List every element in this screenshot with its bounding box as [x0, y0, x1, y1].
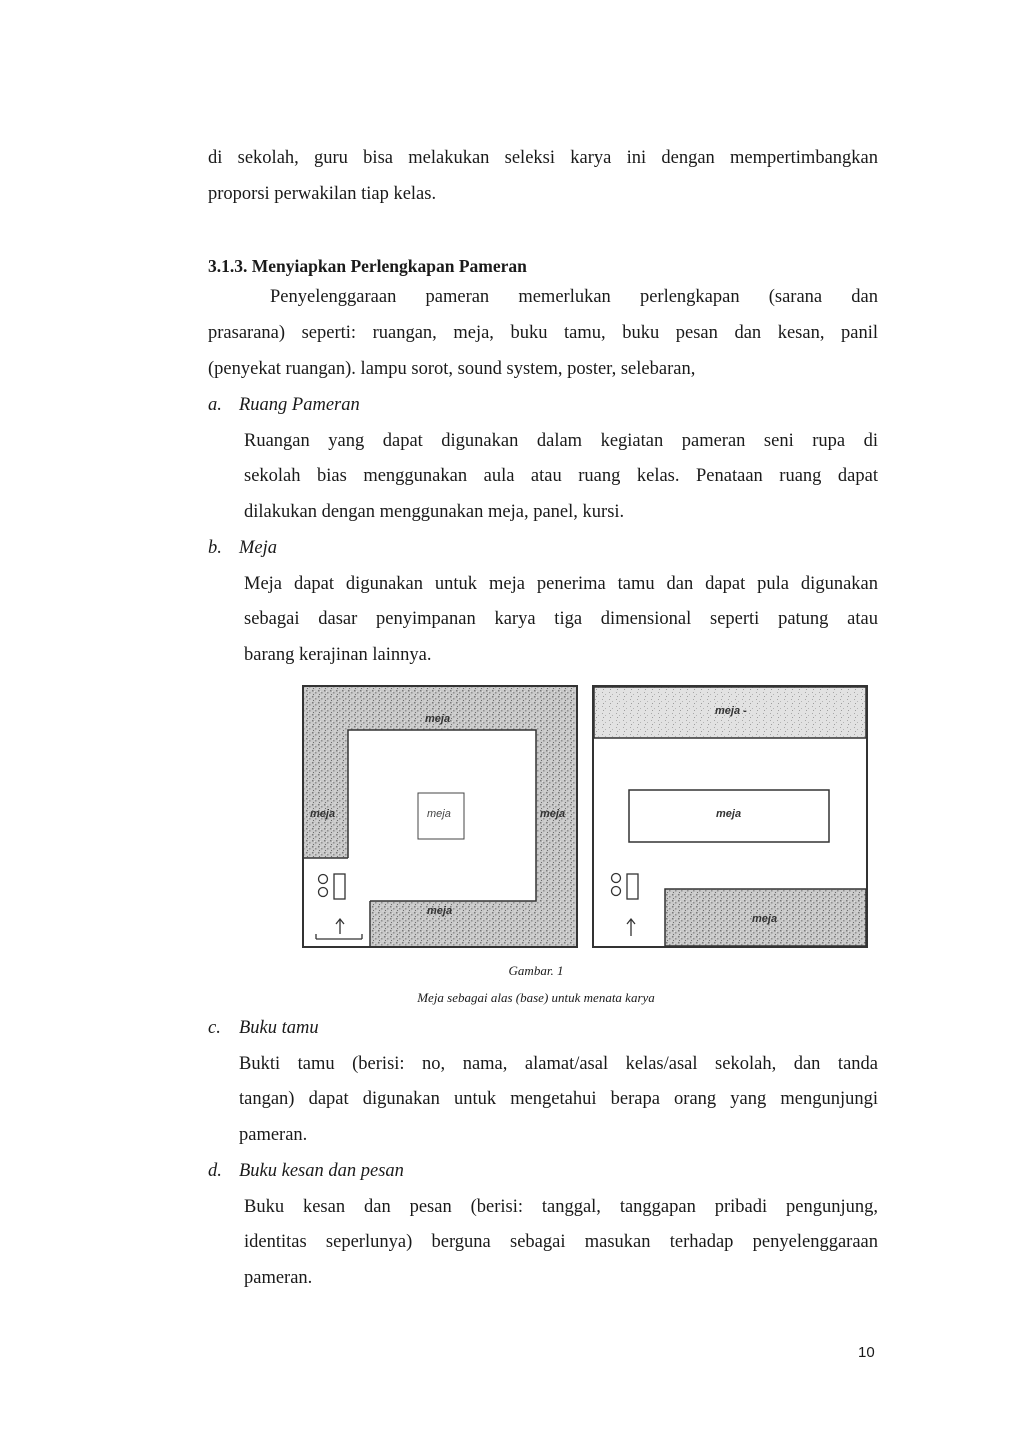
right-bottom-table-label: meja: [752, 913, 778, 925]
item-c-line-3: pameran.: [239, 1125, 308, 1145]
section-para-line-3: (penyekat ruangan). lampu sorot, sound system, poster, selebaran,: [208, 359, 696, 379]
section-para-line-2: prasarana) seperti: ruangan, meja, buku tamu, buku pesan dan kesan, panil: [208, 323, 878, 343]
figure-caption-text: Meja sebagai alas (base) untuk menata karya: [417, 990, 655, 1005]
item-b-title: Meja: [239, 538, 278, 558]
section-para-line-1: Penyelenggaraan pameran memerlukan perlengkapan (sarana dan: [270, 287, 878, 307]
layout-right: [593, 686, 867, 947]
item-c-line-1: Bukti tamu (berisi: no, nama, alamat/asal kelas/asal sekolah, dan tanda: [239, 1054, 878, 1074]
item-a-line-1: Ruangan yang dapat digunakan dalam kegiatan pameran seni rupa di: [244, 431, 878, 451]
figure-caption-title: Gambar. 1: [508, 963, 564, 978]
left-top-table-label: meja: [425, 713, 451, 725]
left-side-table-label: meja: [310, 808, 336, 820]
item-b-line-2: sebagai dasar penyimpanan karya tiga dimensional seperti patung atau: [244, 609, 878, 629]
item-d-line-3: pameran.: [244, 1268, 313, 1288]
item-d-line-2: identitas seperlunya) berguna sebagai masukan terhadap penyelenggaraan: [244, 1232, 878, 1252]
item-d-letter: d.: [208, 1161, 222, 1181]
page-number: 10: [858, 1344, 875, 1361]
item-b-line-1: Meja dapat digunakan untuk meja penerima tamu dan dapat pula digunakan: [244, 574, 878, 594]
item-a-letter: a.: [208, 395, 222, 415]
item-a-line-3: dilakukan dengan menggunakan meja, panel, kursi.: [244, 502, 625, 522]
item-c-line-2: tangan) dapat digunakan untuk mengetahui berapa orang yang mengunjungi: [239, 1089, 878, 1109]
item-d-line-1: Buku kesan dan pesan (berisi: tanggal, tanggapan pribadi pengunjung,: [244, 1197, 878, 1217]
right-center-table-label: meja: [716, 808, 742, 820]
right-top-table-label: meja -: [715, 705, 747, 717]
item-c-letter: c.: [208, 1018, 221, 1038]
item-b-line-3: barang kerajinan lainnya.: [244, 645, 432, 665]
exhibition-layout-figure: [300, 684, 870, 950]
left-right-table-label: meja: [540, 808, 566, 820]
left-center-table-label: meja: [427, 808, 451, 820]
item-c-title: Buku tamu: [239, 1018, 319, 1038]
item-b-letter: b.: [208, 538, 222, 558]
item-a-title: Ruang Pameran: [239, 395, 360, 415]
layout-left: [303, 686, 577, 947]
left-bottom-table-label: meja: [427, 905, 453, 917]
item-d-title: Buku kesan dan pesan: [239, 1161, 404, 1181]
intro-line-2: proporsi perwakilan tiap kelas.: [208, 184, 437, 204]
intro-line-1: di sekolah, guru bisa melakukan seleksi karya ini dengan mempertimbangkan: [208, 148, 878, 168]
item-a-line-2: sekolah bias menggunakan aula atau ruang kelas. Penataan ruang dapat: [244, 466, 878, 486]
section-heading: 3.1.3. Menyiapkan Perlengkapan Pameran: [208, 256, 527, 276]
